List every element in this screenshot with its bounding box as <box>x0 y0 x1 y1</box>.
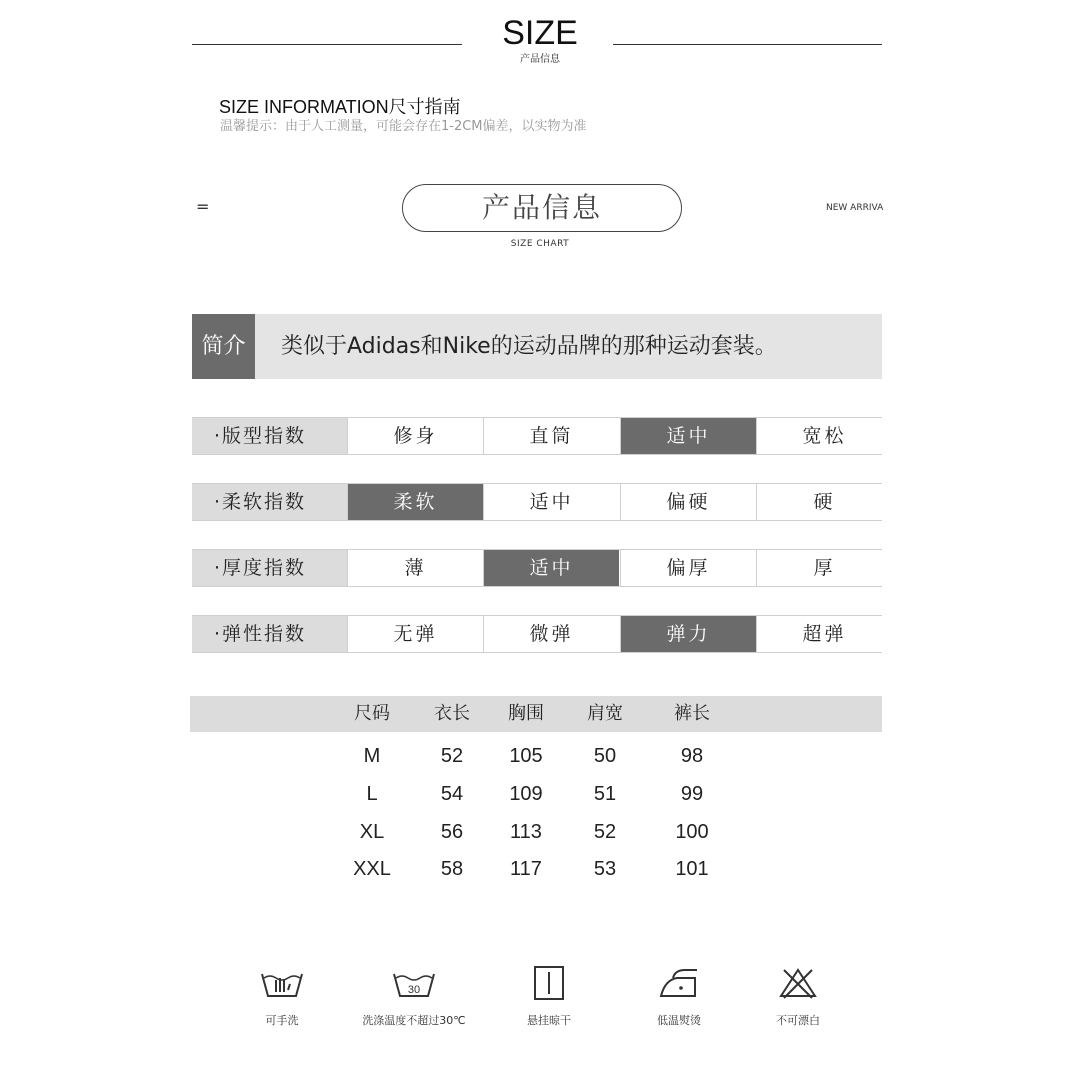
intro-box <box>192 314 882 379</box>
table-cell: 100 <box>675 821 709 843</box>
care-label-wash-30: 洗涤温度不超过30℃ <box>362 1014 466 1027</box>
size-info-title: SIZE INFORMATION尺寸指南 <box>219 97 461 117</box>
table-cell: 50 <box>593 745 617 767</box>
table-header-cell: 肩宽 <box>587 703 623 724</box>
care-label-low-iron: 低温熨烫 <box>657 1014 701 1027</box>
table-cell: 51 <box>593 783 617 805</box>
equals-mark: = <box>196 197 210 216</box>
size-info-note: 温馨提示：由于人工测量，可能会存在1-2CM偏差，以实物为准 <box>220 119 587 134</box>
table-size-label: L <box>366 783 378 805</box>
wash-30-icon <box>392 966 436 1000</box>
rating-option: 适中 <box>483 484 619 520</box>
size-chart-caption: SIZE CHART <box>510 239 570 249</box>
rating-row <box>192 615 882 653</box>
hang-dry-icon <box>527 966 571 1000</box>
rating-option: 薄 <box>347 550 483 586</box>
table-size-label: XL <box>359 821 385 843</box>
table-header-cell: 衣长 <box>434 703 470 724</box>
table-header-cell: 裤长 <box>674 703 710 724</box>
no-bleach-icon <box>776 966 820 1000</box>
rating-row <box>192 417 882 455</box>
rating-option: 超弹 <box>756 616 892 652</box>
rating-option: 微弹 <box>483 616 619 652</box>
table-header-cell: 胸围 <box>508 703 544 724</box>
table-cell: 105 <box>509 745 543 767</box>
rating-option-selected: 适中 <box>483 550 619 586</box>
table-cell: 54 <box>440 783 464 805</box>
intro-label: 简介 <box>192 314 255 379</box>
size-table-header <box>190 696 882 732</box>
rating-option: 修身 <box>347 418 483 454</box>
rating-label: ·柔软指数 <box>192 484 347 520</box>
rating-option-selected: 弹力 <box>620 616 756 652</box>
table-cell: 99 <box>680 783 704 805</box>
rating-row <box>192 549 882 587</box>
table-cell: 53 <box>593 858 617 880</box>
rating-option: 无弹 <box>347 616 483 652</box>
table-header-cell: 尺码 <box>354 703 390 724</box>
rating-option: 宽松 <box>756 418 892 454</box>
care-low-iron <box>619 966 739 1028</box>
wash-temp-text: 30 <box>407 984 421 996</box>
new-arrival-text: NEW ARRIVA <box>826 203 884 213</box>
rating-option: 偏厚 <box>620 550 756 586</box>
rating-label: ·厚度指数 <box>192 550 347 586</box>
table-cell: 109 <box>509 783 543 805</box>
care-hang-dry <box>489 966 609 1028</box>
table-cell: 58 <box>440 858 464 880</box>
rating-label: ·弹性指数 <box>192 616 347 652</box>
page-title: SIZE <box>502 14 578 52</box>
table-size-label: XXL <box>353 858 391 880</box>
rating-option-selected: 适中 <box>620 418 756 454</box>
care-hand-wash <box>222 966 342 1028</box>
header-rule-left <box>192 44 462 45</box>
rating-option: 硬 <box>756 484 892 520</box>
low-iron-icon <box>657 966 701 1000</box>
care-label-hang-dry: 悬挂晾干 <box>527 1014 571 1027</box>
rating-option: 偏硬 <box>620 484 756 520</box>
table-size-label: M <box>363 745 381 767</box>
rating-option: 直筒 <box>483 418 619 454</box>
care-wash-30 <box>354 966 474 1028</box>
table-cell: 98 <box>680 745 704 767</box>
care-no-bleach <box>738 966 858 1028</box>
header-rule-right <box>613 44 882 45</box>
rating-label: ·版型指数 <box>192 418 347 454</box>
rating-row <box>192 483 882 521</box>
table-cell: 52 <box>593 821 617 843</box>
table-cell: 117 <box>510 858 542 880</box>
intro-text: 类似于Adidas和Nike的运动品牌的那种运动套装。 <box>281 334 777 359</box>
care-label-no-bleach: 不可漂白 <box>776 1014 820 1027</box>
rating-option-selected: 柔软 <box>347 484 483 520</box>
care-label-hand-wash: 可手洗 <box>265 1014 299 1027</box>
product-info-pill: 产品信息 <box>402 184 682 232</box>
page-subtitle: 产品信息 <box>520 54 560 65</box>
table-cell: 113 <box>510 821 542 843</box>
rating-option: 厚 <box>756 550 892 586</box>
hand-wash-icon <box>260 966 304 1000</box>
table-cell: 101 <box>675 858 709 880</box>
table-cell: 52 <box>440 745 464 767</box>
table-cell: 56 <box>440 821 464 843</box>
